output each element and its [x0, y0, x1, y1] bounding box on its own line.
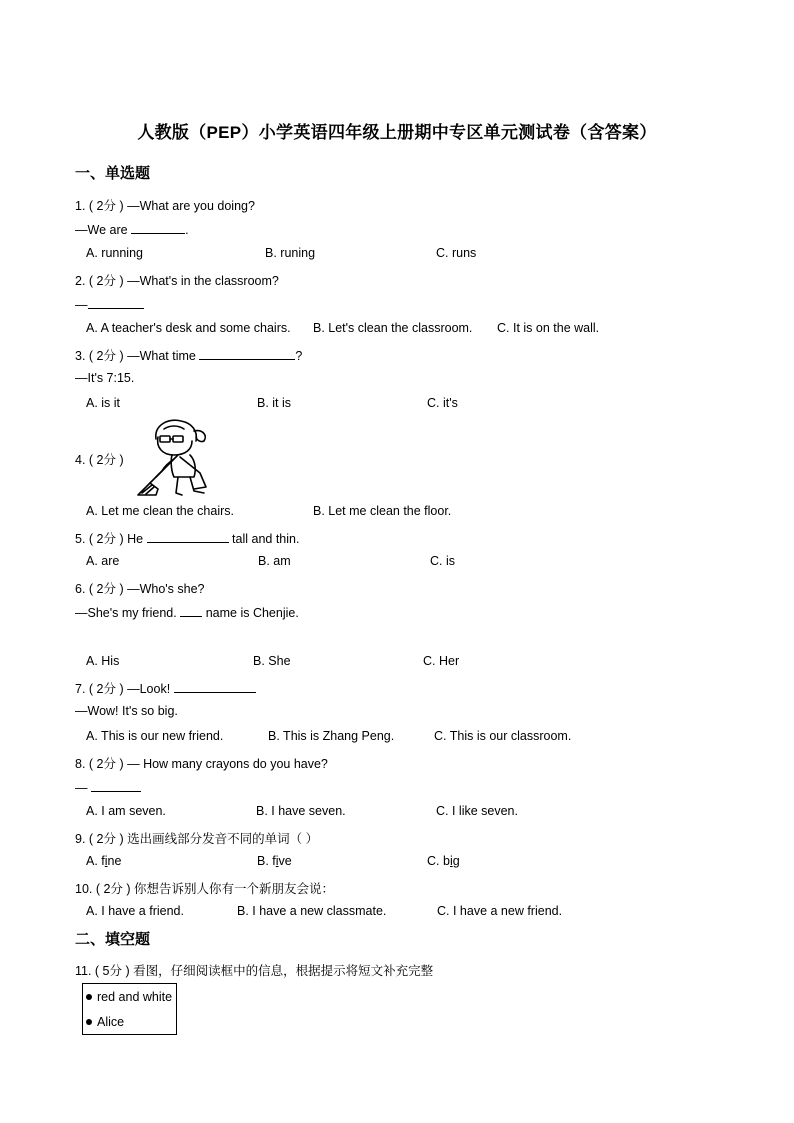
question-1 [75, 196, 255, 214]
question-9 [75, 829, 318, 847]
question-text: 你想告诉别人你有一个新朋友会说： [134, 882, 335, 896]
question-8-line2 [75, 779, 141, 795]
question-8 [75, 754, 328, 772]
question-5 [75, 529, 299, 547]
question-text: ? [295, 349, 303, 363]
question-text: 选出画线部分发音不同的单词（ ） [127, 832, 319, 846]
section-heading-single-choice: 一、单选题 [75, 165, 151, 182]
option-b: B. Let's clean the classroom. [313, 321, 473, 335]
question-score: 5. ( 2分 ) [75, 532, 128, 546]
option-c: C. I have a new friend. [437, 904, 563, 918]
question-3-line2: —It's 7:15. [75, 371, 135, 385]
option-b: B. I have a new classmate. [237, 904, 387, 918]
question-score: 10. ( 2分 ) [75, 882, 135, 896]
question-score: 11. ( 5分 ) [75, 964, 134, 978]
answer-blank [180, 604, 202, 617]
option-a: A. This is our new friend. [86, 729, 224, 743]
info-item [86, 1015, 124, 1029]
question-text: —What's in the classroom? [127, 274, 279, 288]
underlined-letter: i [449, 854, 453, 868]
info-item-text: red and white [97, 990, 173, 1004]
option-c: C. runs [436, 246, 477, 260]
info-box [82, 983, 177, 1035]
option-b: B. Let me clean the floor. [313, 504, 452, 518]
girl-sweeping-illustration [134, 417, 224, 499]
option-b: B. it is [257, 396, 292, 410]
option-a: A. I am seven. [86, 804, 166, 818]
question-score: 9. ( 2分 ) [75, 832, 128, 846]
question-text: —We are [75, 223, 128, 237]
option-a: A. are [86, 554, 120, 568]
option-a: A. is it [86, 396, 121, 410]
question-1-line2 [75, 221, 189, 237]
bullet-icon [86, 1019, 92, 1025]
answer-blank [147, 530, 229, 543]
answer-blank [199, 347, 295, 360]
question-6 [75, 579, 205, 597]
answer-blank [174, 680, 256, 693]
option-c: C. I like seven. [436, 804, 518, 818]
bullet-icon [86, 994, 92, 1000]
option-c: C. is [430, 554, 455, 568]
option-b: B. This is Zhang Peng. [268, 729, 395, 743]
question-4 [75, 450, 124, 468]
question-text: —What are you doing? [127, 199, 255, 213]
question-score: 6. ( 2分 ) [75, 582, 128, 596]
question-score: 1. ( 2分 ) [75, 199, 128, 213]
option-b: B. I have seven. [256, 804, 346, 818]
option-a: A. His [86, 654, 120, 668]
question-2 [75, 271, 279, 289]
option-c: C. It is on the wall. [497, 321, 600, 335]
underlined-letter: i [275, 854, 279, 868]
question-text: —She's my friend. [75, 606, 177, 620]
question-2-line2 [75, 296, 144, 312]
page-title: 人教版（PEP）小学英语四年级上册期中专区单元测试卷（含答案） [137, 123, 657, 142]
question-text: —Look! [127, 682, 171, 696]
option-c: C. it's [427, 396, 458, 410]
question-3 [75, 346, 302, 364]
option-a: A. fine [86, 854, 122, 868]
answer-blank [131, 221, 185, 234]
option-c: C. big [427, 854, 460, 868]
option-b: B. am [258, 554, 291, 568]
question-text: — [75, 781, 88, 795]
info-item [86, 990, 172, 1004]
option-b: B. She [253, 654, 291, 668]
question-text: tall and thin. [232, 532, 300, 546]
question-score: 8. ( 2分 ) [75, 757, 128, 771]
answer-blank [91, 779, 141, 792]
question-text: . [185, 223, 189, 237]
question-text: 看图，仔细阅读框中的信息，根据提示将短文补充完整 [133, 964, 434, 978]
question-6-line2 [75, 604, 299, 620]
answer-blank [88, 296, 144, 309]
question-score: 3. ( 2分 ) [75, 349, 128, 363]
question-text: — [75, 298, 88, 312]
question-text: —Who's she? [127, 582, 205, 596]
option-c: C. This is our classroom. [434, 729, 572, 743]
underlined-letter: i [104, 854, 108, 868]
question-11 [75, 961, 433, 979]
question-text: name is Chenjie. [205, 606, 299, 620]
section-heading-fill-in: 二、填空题 [75, 931, 151, 948]
question-score: 2. ( 2分 ) [75, 274, 128, 288]
option-a: A. I have a friend. [86, 904, 184, 918]
option-b: B. five [257, 854, 292, 868]
question-score: 4. ( 2分 ) [75, 453, 124, 467]
option-b: B. runing [265, 246, 316, 260]
question-text: —What time [127, 349, 196, 363]
option-a: A. A teacher's desk and some chairs. [86, 321, 291, 335]
question-text: — How many crayons do you have? [127, 757, 328, 771]
option-c: C. Her [423, 654, 460, 668]
question-7-line2: —Wow! It's so big. [75, 704, 178, 718]
question-10 [75, 879, 334, 897]
question-7 [75, 679, 256, 697]
option-a: A. running [86, 246, 143, 260]
question-score: 7. ( 2分 ) [75, 682, 128, 696]
info-item-text: Alice [97, 1015, 125, 1029]
question-text: He [127, 532, 144, 546]
option-a: A. Let me clean the chairs. [86, 504, 234, 518]
